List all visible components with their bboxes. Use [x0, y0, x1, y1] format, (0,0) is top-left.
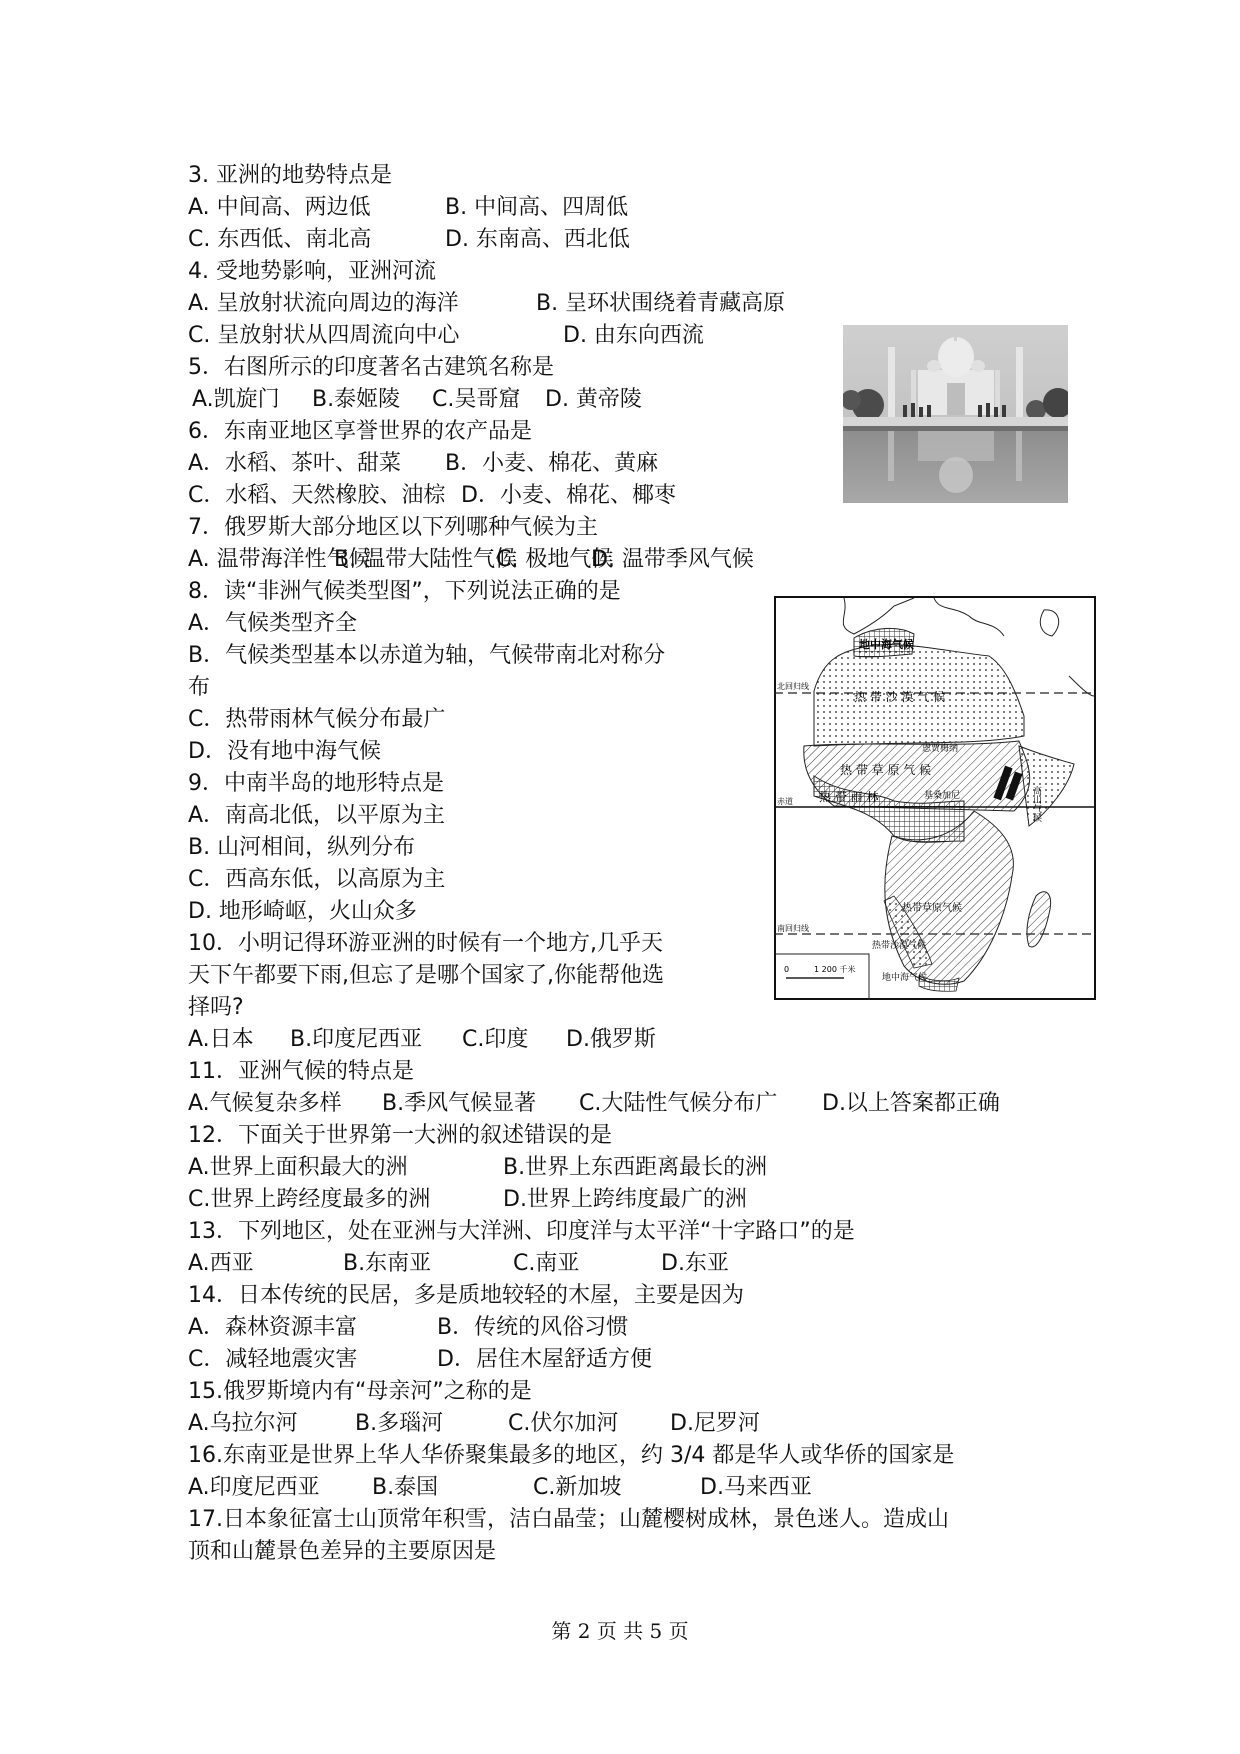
option-c: C. 东西低、南北高 [188, 227, 372, 252]
option-a: A．森林资源丰富 [188, 1315, 358, 1340]
option-b: B.多瑙河 [355, 1411, 444, 1436]
question-11-stem: 11．亚洲气候的特点是 [188, 1059, 414, 1084]
question-6-stem: 6．东南亚地区享誉世界的农产品是 [188, 419, 532, 444]
page-number: 第 2 页 共 5 页 [551, 1619, 689, 1643]
question-8-option-a: A．气候类型齐全 [188, 611, 358, 636]
option-d: D. 由东向西流 [563, 323, 704, 348]
question-10-stem-line-1: 10．小明记得环游亚洲的时候有一个地方,几乎天 [188, 931, 663, 956]
option-c: C. 极地气候 [496, 547, 614, 572]
question-17-stem-line-2: 顶和山麓景色差异的主要原因是 [188, 1539, 497, 1564]
label-savanna-north: 热 带 草 原 气 候 [840, 763, 932, 777]
question-5-stem: 5．右图所示的印度著名古建筑名称是 [188, 355, 554, 380]
option-b: B.印度尼西亚 [290, 1027, 423, 1052]
question-17-stem-line-1: 17.日本象征富士山顶常年积雪，洁白晶莹；山麓樱树成林，景色迷人。造成山 [188, 1507, 949, 1532]
question-9-option-d: D. 地形崎岖，火山众多 [188, 899, 417, 924]
option-c: C.伏尔加河 [508, 1411, 619, 1436]
question-15-stem: 15.俄罗斯境内有“母亲河”之称的是 [188, 1379, 532, 1404]
label-mediterranean-south: 地中海气候 [882, 973, 928, 983]
option-b: B．传统的风俗习惯 [437, 1315, 629, 1340]
option-d: D．居住木屋舒适方便 [437, 1347, 652, 1372]
option-b: B.世界上东西距离最长的洲 [503, 1155, 768, 1180]
label-mediterranean-north: 地中海气候 [859, 638, 914, 651]
label-ndjamena: 恩贾梅纳 [922, 744, 959, 754]
question-8-option-b-wrap: 布 [188, 675, 211, 700]
question-12-stem: 12．下面关于世界第一大洲的叙述错误的是 [188, 1123, 612, 1148]
question-14-stem: 14．日本传统的民居，多是质地较轻的木屋，主要是因为 [188, 1283, 744, 1308]
question-13-stem: 13．下列地区，处在亚洲与大洋洲、印度洋与太平洋“十字路口”的是 [188, 1219, 855, 1244]
label-rainforest: 热 带 雨 林 [819, 790, 879, 804]
question-8-stem: 8．读“非洲气候类型图”，下列说法正确的是 [188, 579, 621, 604]
option-a: A.日本 [188, 1027, 254, 1052]
question-7-stem: 7．俄罗斯大部分地区以下列哪种气候为主 [188, 515, 598, 540]
question-9-stem: 9．中南半岛的地形特点是 [188, 771, 444, 796]
option-b: B.泰国 [372, 1475, 439, 1500]
label-equator: 赤道 [777, 797, 793, 806]
option-a: A.凯旋门 [192, 387, 280, 412]
option-c: C.印度 [462, 1027, 529, 1052]
option-d: D.世界上跨纬度最广的洲 [503, 1187, 747, 1212]
option-a: A. 呈放射状流向周边的海洋 [188, 291, 459, 316]
option-d: D. 东南高、西北低 [445, 227, 630, 252]
label-savanna-south: 热带草原气候 [902, 903, 962, 914]
option-c: C.南亚 [513, 1251, 580, 1276]
option-c: C.世界上跨经度最多的洲 [188, 1187, 431, 1212]
africa-climate-map [774, 596, 1096, 1000]
question-9-option-c: C．西高东低，以高原为主 [188, 867, 446, 892]
option-c: C.吴哥窟 [432, 387, 521, 412]
question-4-stem: 4. 受地势影响，亚洲河流 [188, 259, 436, 284]
label-highland: 高山气候 [1031, 786, 1041, 822]
option-a: A.世界上面积最大的洲 [188, 1155, 408, 1180]
option-b: B.季风气候显著 [382, 1091, 537, 1116]
taj-mahal-photo [843, 325, 1068, 503]
option-a: A．水稻、茶叶、甜菜 [188, 451, 402, 476]
option-a: A.西亚 [188, 1251, 254, 1276]
option-a: A. 温带海洋性气候 [188, 547, 371, 572]
option-a: A.气候复杂多样 [188, 1091, 342, 1116]
option-c: C.大陆性气候分布广 [579, 1091, 778, 1116]
question-9-option-a: A．南高北低，以平原为主 [188, 803, 446, 828]
option-d: D.马来西亚 [700, 1475, 812, 1500]
question-8-option-b: B．气候类型基本以赤道为轴，气候带南北对称分 [188, 643, 666, 668]
option-a: A.印度尼西亚 [188, 1475, 320, 1500]
option-b: B．小麦、棉花、黄麻 [445, 451, 659, 476]
option-d: D．小麦、棉花、椰枣 [461, 483, 676, 508]
question-9-option-b: B. 山河相间，纵列分布 [188, 835, 416, 860]
option-a: A.乌拉尔河 [188, 1411, 298, 1436]
question-8-option-d: D．没有地中海气候 [188, 739, 381, 764]
scale-value: 1 200 千米 [814, 965, 856, 974]
option-b: B.泰姬陵 [312, 387, 401, 412]
label-desert-south: 热带沙漠气候 [872, 941, 927, 951]
question-10-stem-line-3: 择吗? [188, 995, 244, 1020]
option-d: D. 温带季风气候 [591, 547, 754, 572]
option-b: B.东南亚 [343, 1251, 432, 1276]
option-b: B. 呈环状围绕着青藏高原 [536, 291, 786, 316]
option-b: B. 中间高、四周低 [445, 195, 629, 220]
option-d: D. 黄帝陵 [545, 387, 642, 412]
label-desert-north: 热 带 沙 漠 气 候 [854, 690, 946, 704]
label-kisangani: 基桑加尼 [924, 791, 961, 801]
option-c: C．减轻地震灾害 [188, 1347, 358, 1372]
option-d: D.俄罗斯 [566, 1027, 656, 1052]
option-c: C.新加坡 [533, 1475, 622, 1500]
question-8-option-c: C．热带雨林气候分布最广 [188, 707, 446, 732]
option-b: B. 温带大陆性气候 [334, 547, 518, 572]
scale-zero: 0 [784, 965, 790, 974]
option-a: A. 中间高、两边低 [188, 195, 371, 220]
option-d: D.尼罗河 [670, 1411, 760, 1436]
question-16-stem: 16.东南亚是世界上华人华侨聚集最多的地区，约 3/4 都是华人或华侨的国家是 [188, 1443, 955, 1468]
question-3-stem: 3. 亚洲的地势特点是 [188, 163, 392, 188]
label-tropic-cancer: 北回归线 [777, 682, 809, 691]
option-d: D.以上答案都正确 [822, 1091, 1000, 1116]
option-c: C．水稻、天然橡胶、油棕 [188, 483, 446, 508]
label-tropic-capricorn: 南回归线 [777, 924, 809, 933]
option-c: C. 呈放射状从四周流向中心 [188, 323, 460, 348]
option-d: D.东亚 [661, 1251, 729, 1276]
question-10-stem-line-2: 天下午都要下雨,但忘了是哪个国家了,你能帮他选 [188, 963, 664, 988]
